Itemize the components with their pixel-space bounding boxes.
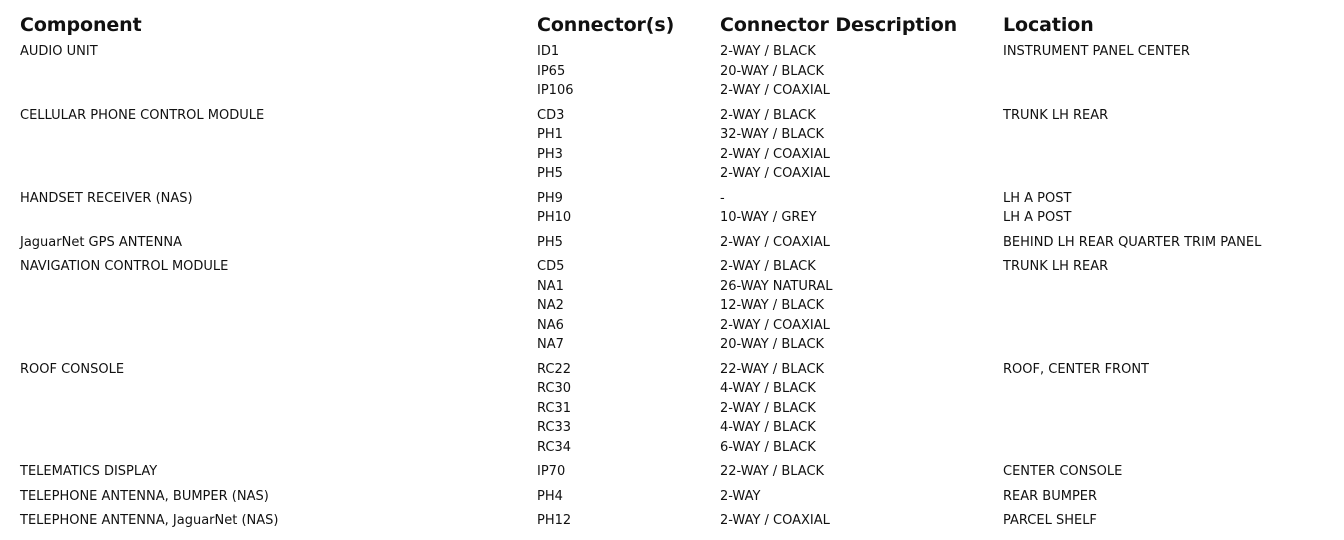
location-cell bbox=[1003, 189, 1071, 228]
connector-description-cell bbox=[720, 487, 760, 507]
connector-description: 26-WAY NATURAL bbox=[720, 278, 833, 294]
location-cell bbox=[1003, 257, 1108, 277]
location-text: CENTER CONSOLE bbox=[1003, 464, 1123, 479]
header-connectors: Connector(s) bbox=[537, 14, 675, 36]
header-description: Connector Description bbox=[720, 14, 958, 36]
connector-id: NA2 bbox=[537, 298, 564, 313]
connector-description-cell bbox=[720, 42, 830, 101]
connector-description: 20-WAY / BLACK bbox=[720, 337, 825, 352]
connector-id: PH1 bbox=[537, 127, 563, 142]
connector-description: 2-WAY / BLACK bbox=[720, 44, 816, 59]
connector-id: ID1 bbox=[537, 44, 560, 59]
component-name: NAVIGATION CONTROL MODULE bbox=[20, 259, 229, 274]
connector-id: PH4 bbox=[537, 488, 563, 504]
connector-id: PH10 bbox=[537, 210, 572, 225]
connector-id: PH3 bbox=[537, 146, 563, 162]
connector-id: IP65 bbox=[537, 63, 566, 79]
connector-description: 2-WAY / COAXIAL bbox=[720, 146, 830, 162]
location-text: REAR BUMPER bbox=[1003, 488, 1098, 504]
table-row bbox=[20, 360, 1320, 463]
component-name: CELLULAR PHONE CONTROL MODULE bbox=[20, 107, 265, 123]
connector-description: 2-WAY / COAXIAL bbox=[720, 317, 830, 333]
connector-description-cell bbox=[720, 189, 817, 228]
location-cell bbox=[1003, 487, 1097, 507]
connector-id: PH5 bbox=[537, 166, 563, 181]
connector-description-cell bbox=[720, 511, 830, 531]
location-cell bbox=[1003, 511, 1097, 531]
location-text: TRUNK LH REAR bbox=[1003, 259, 1109, 274]
connector-id: PH9 bbox=[537, 190, 563, 206]
location-text: BEHIND LH REAR QUARTER TRIM PANEL bbox=[1003, 234, 1262, 250]
connector-cell bbox=[537, 189, 571, 228]
connector-description: 2-WAY / COAXIAL bbox=[720, 166, 830, 181]
component-name: AUDIO UNIT bbox=[20, 44, 98, 59]
connector-description: 22-WAY / BLACK bbox=[720, 464, 825, 479]
component-cell bbox=[20, 360, 124, 380]
connector-description: 32-WAY / BLACK bbox=[720, 127, 825, 142]
component-cell bbox=[20, 487, 269, 507]
connector-description: 12-WAY / BLACK bbox=[720, 298, 825, 313]
connector-description: - bbox=[720, 190, 725, 206]
connector-description: 10-WAY / GREY bbox=[720, 210, 817, 225]
component-name: TELEPHONE ANTENNA, JaguarNet (NAS) bbox=[20, 513, 279, 528]
component-cell bbox=[20, 42, 98, 62]
component-cell bbox=[20, 106, 264, 126]
location-cell bbox=[1003, 106, 1108, 126]
table-row bbox=[20, 257, 1320, 360]
component-name: TELEPHONE ANTENNA, BUMPER (NAS) bbox=[20, 488, 269, 504]
connector-description: 2-WAY / BLACK bbox=[720, 259, 816, 274]
table-row bbox=[20, 42, 1320, 106]
connector-id: IP70 bbox=[537, 464, 566, 479]
connector-cell bbox=[537, 462, 565, 482]
table-header bbox=[20, 10, 1320, 42]
connector-id: CD5 bbox=[537, 259, 565, 274]
connector-description: 2-WAY / COAXIAL bbox=[720, 234, 830, 250]
connector-id: CD3 bbox=[537, 107, 565, 123]
component-name: ROOF CONSOLE bbox=[20, 361, 125, 377]
component-name: HANDSET RECEIVER (NAS) bbox=[20, 190, 193, 206]
component-cell bbox=[20, 462, 157, 482]
table-row bbox=[20, 462, 1320, 487]
location-text: ROOF, CENTER FRONT bbox=[1003, 361, 1149, 377]
connector-id: PH5 bbox=[537, 234, 563, 250]
connector-description-cell bbox=[720, 106, 830, 184]
header-component: Component bbox=[20, 14, 142, 36]
location-text: LH A POST bbox=[1003, 190, 1072, 206]
location-cell bbox=[1003, 360, 1149, 380]
connector-description: 20-WAY / BLACK bbox=[720, 63, 825, 79]
table-row bbox=[20, 106, 1320, 189]
table-row bbox=[20, 487, 1320, 512]
connector-id: NA7 bbox=[537, 337, 564, 352]
component-cell bbox=[20, 511, 278, 531]
table-row bbox=[20, 233, 1320, 258]
connector-description: 2-WAY / COAXIAL bbox=[720, 513, 830, 528]
connector-description-cell bbox=[720, 462, 824, 482]
location-cell bbox=[1003, 233, 1261, 253]
location-text: LH A POST bbox=[1003, 210, 1072, 225]
header-location: Location bbox=[1003, 14, 1094, 36]
location-cell bbox=[1003, 462, 1122, 482]
location-text: INSTRUMENT PANEL CENTER bbox=[1003, 44, 1190, 59]
connector-description-cell bbox=[720, 257, 833, 355]
connector-cell bbox=[537, 360, 571, 458]
connector-cell bbox=[537, 511, 571, 531]
component-table bbox=[20, 10, 1320, 536]
connector-cell bbox=[537, 257, 564, 355]
location-cell bbox=[1003, 42, 1190, 62]
location-text: TRUNK LH REAR bbox=[1003, 107, 1109, 123]
component-name: TELEMATICS DISPLAY bbox=[20, 464, 158, 479]
component-cell bbox=[20, 189, 193, 209]
connector-description-cell bbox=[720, 360, 824, 458]
connector-id: RC22 bbox=[537, 361, 572, 377]
connector-description: 2-WAY / BLACK bbox=[720, 400, 816, 416]
connector-id: PH12 bbox=[537, 513, 572, 528]
table-row bbox=[20, 189, 1320, 233]
connector-description: 4-WAY / BLACK bbox=[720, 381, 816, 396]
table-body bbox=[20, 42, 1320, 536]
connector-cell bbox=[537, 106, 564, 184]
connector-description: 6-WAY / BLACK bbox=[720, 439, 816, 455]
component-cell bbox=[20, 233, 182, 253]
connector-description: 22-WAY / BLACK bbox=[720, 361, 825, 377]
connector-id: RC30 bbox=[537, 381, 572, 396]
connector-description: 2-WAY / BLACK bbox=[720, 107, 816, 123]
connector-cell bbox=[537, 233, 563, 253]
connector-id: IP106 bbox=[537, 83, 574, 98]
connector-id: RC33 bbox=[537, 420, 572, 435]
connector-description: 2-WAY bbox=[720, 488, 761, 504]
connector-id: NA6 bbox=[537, 317, 564, 333]
component-name: JaguarNet GPS ANTENNA bbox=[20, 234, 182, 250]
connector-description: 2-WAY / COAXIAL bbox=[720, 83, 830, 98]
table-row bbox=[20, 511, 1320, 536]
connector-id: NA1 bbox=[537, 278, 564, 294]
connector-description: 4-WAY / BLACK bbox=[720, 420, 816, 435]
connector-id: RC31 bbox=[537, 400, 572, 416]
connector-cell bbox=[537, 487, 563, 507]
connector-id: RC34 bbox=[537, 439, 572, 455]
connector-cell bbox=[537, 42, 574, 101]
location-text: PARCEL SHELF bbox=[1003, 513, 1097, 528]
connector-description-cell bbox=[720, 233, 830, 253]
component-cell bbox=[20, 257, 228, 277]
